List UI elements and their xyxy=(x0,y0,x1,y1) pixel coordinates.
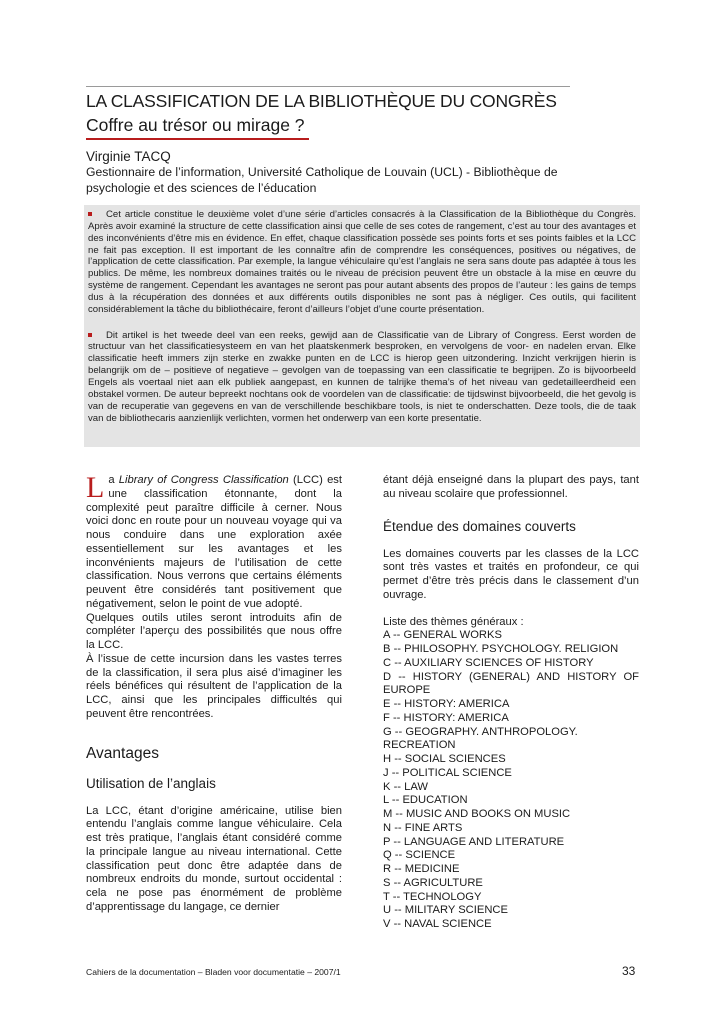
affiliation-line-1: Gestionnaire de l’information, Université Catholique de Louvain (UCL) - Bibliothèque de xyxy=(86,165,558,179)
intro-start: a xyxy=(108,474,119,486)
article-subtitle: Coffre au trésor ou mirage ? xyxy=(86,114,309,140)
abstract-french-text: Cet article constitue le deuxième volet d’une série d’articles consacrés à la Classification de la Bibliothèque du Congrès. Après avoir examiné la structure de cette classification ainsi que celle de ses cotes de rangement, c’est au tour des avantages et des inconvénients d’être mis en évidence. En effet, chaque classification possède ses points forts et ses points faibles et la LCC ne fait pas exception. Il est important de les connaître afin de comprendre les conséquences, positives ou négatives, de l’application de cette classification. Par exemple, la langue véhiculaire qu’est l’anglais ne sera sans doute pas adaptée à tous les publics. De même, les nombreux domaines traités ou le niveau de précision peuvent être un obstacle à la mise en œuvre du système de rangement. Cependant les avantages ne seront pas pour autant absents des propos de l’auteur : les gains de temps dus à la récupération des données et aux différents outils disponibles ne sont pas à négliger. Ces outils, qui facilitent considérablement la tâche du bibliothécaire, feront d’ailleurs l’objet d’une courte présentation. xyxy=(88,209,636,315)
paragraph-etendue: Les domaines couverts par les classes de la LCC sont très vastes et traités en profondeur, ce qui permet d’être très précis dans le classement d’un ouvrage. xyxy=(383,547,639,601)
top-rule xyxy=(86,86,570,87)
paragraph-continued: étant déjà enseigné dans la plupart des pays, tant au niveau scolaire que professionnel. xyxy=(383,474,639,500)
abstract-box xyxy=(84,205,640,447)
article-subtitle-wrap xyxy=(86,114,309,140)
left-column xyxy=(86,471,342,915)
red-bullet-icon xyxy=(88,212,92,216)
list-item: K -- LAW xyxy=(383,780,428,793)
article-title: LA CLASSIFICATION DE LA BIBLIOTHÈQUE DU CONGRÈS xyxy=(86,91,557,111)
red-bullet-icon xyxy=(88,333,92,337)
list-item: D -- HISTORY (GENERAL) AND HISTORY OF EUROPE xyxy=(383,670,639,697)
list-item: C -- AUXILIARY SCIENCES OF HISTORY xyxy=(383,656,594,669)
list-item: S -- AGRICULTURE xyxy=(383,876,483,889)
intro-italic: Library of Congress Classification xyxy=(118,474,289,486)
intro-paragraph xyxy=(86,471,342,612)
list-item: N -- FINE ARTS xyxy=(383,821,463,834)
abstract-dutch xyxy=(88,330,636,425)
list-item: V -- NAVAL SCIENCE xyxy=(383,918,492,930)
list-item: R -- MEDICINE xyxy=(383,863,460,875)
heading-etendue: Étendue des domaines couverts xyxy=(383,518,576,534)
author-name: Virginie TACQ xyxy=(86,149,171,164)
list-item: G -- GEOGRAPHY. ANTHROPOLOGY. RECREATION xyxy=(383,725,578,752)
list-item: A -- GENERAL WORKS xyxy=(383,629,502,642)
list-item: Q -- SCIENCE xyxy=(383,849,456,862)
heading-avantages: Avantages xyxy=(86,744,159,762)
paragraph-anglais: La LCC, étant d’origine américaine, utilise bien entendu l’anglais comme langue véhiculaire. Cela est très pratique, l’anglais étant considéré comme la principale langue au niveau international. Cette classification peut donc être adaptée dans de nombreux endroits du monde, surtout occidental : cela ne pose pas énormément de problème d’apprentissage du langage, ce dernier xyxy=(86,804,342,913)
list-item: J -- POLITICAL SCIENCE xyxy=(383,766,512,779)
intro-paragraph-3: À l’issue de cette incursion dans les vastes terres de la classification, il sera plus aisé d’imaginer les réels bénéfices qui résultent de l’application de la LCC, ainsi que les principales difficultés qui peuvent être rencontrées. xyxy=(86,652,342,720)
list-item: B -- PHILOSOPHY. PSYCHOLOGY. RELIGION xyxy=(383,643,619,655)
list-item: U -- MILITARY SCIENCE xyxy=(383,904,508,917)
footer-journal: Cahiers de la documentation – Bladen voor documentatie – 2007/1 xyxy=(86,967,341,977)
page-number: 33 xyxy=(622,964,636,978)
abstract-french xyxy=(88,209,636,316)
right-column xyxy=(383,474,639,932)
themes-list-intro: Liste des thèmes généraux : xyxy=(383,615,524,628)
list-item: L -- EDUCATION xyxy=(383,794,468,807)
heading-anglais: Utilisation de l’anglais xyxy=(86,775,216,791)
list-item: F -- HISTORY: AMERICA xyxy=(383,711,509,724)
intro-paragraph-2: Quelques outils utiles seront introduits afin de compléter l’aperçu des possibilités que nous offre la LCC. xyxy=(86,611,342,651)
list-item: H -- SOCIAL SCIENCES xyxy=(383,753,506,765)
list-item: E -- HISTORY: AMERICA xyxy=(383,698,510,710)
author-affiliation xyxy=(86,164,606,196)
affiliation-line-2: psychologie et des sciences de l’éducation xyxy=(86,181,317,195)
drop-cap: L xyxy=(86,471,105,504)
intro-text: (LCC) est une classification étonnante, dont la complexité peut paraître difficile à cerner. Nous voici donc en route pour un nouveau voyage qui va nous conduire dans une exploration axée essentiellement sur les avantages et les inconvénients majeurs de l’utilisation de cette classification. Nous verrons que certains éléments peuvent être considérés tant positivement que négativement, selon le point de vue adopté. xyxy=(86,474,342,610)
abstract-dutch-text: Dit artikel is het tweede deel van een reeks, gewijd aan de Classificatie van de Library of Congress. Eerst worden de structuur van het classificatiesysteem en van het plaatskenmerk besproken, en vervolgens de voor- en nadelen ervan. Elke classificatie heeft immers zijn sterke en zwakke punten en de LCC is hierop geen uitzondering. Inzicht verkrijgen hierin is belangrijk om de – positieve of negatieve – gevolgen van de toepassing van een classificatie te begrijpen. Zo is bijvoorbeeld Engels als voertaal niet aan elk publiek aangepast, en kunnen de talrijke thema’s of het niveau van gedetailleerdheid een obstakel vormen. De auteur bepreekt nochtans ook de voordelen van de classificatie: de tijdswinst bijvoorbeeld, die het gevolg is van de recuperatie van gegevens en van de verschillende beschikbare tools, is niet te onderschatten. Deze tools, die de taak van de bibliothecaris aanzienlijk verlichten, vormen het onderwerp van een korte presentatie. xyxy=(88,329,636,424)
list-item: P -- LANGUAGE AND LITERATURE xyxy=(383,835,565,848)
list-item: M -- MUSIC AND BOOKS ON MUSIC xyxy=(383,808,571,820)
list-item: T -- TECHNOLOGY xyxy=(383,890,482,903)
themes-list xyxy=(383,629,639,932)
